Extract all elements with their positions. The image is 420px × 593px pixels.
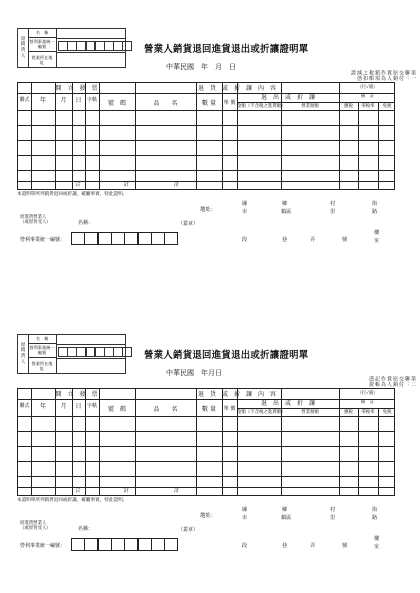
buyer-id-field[interactable]	[71, 538, 178, 551]
buyer-id-field[interactable]	[71, 232, 178, 245]
col-quantity: 數 量	[202, 406, 216, 413]
seller-id-field[interactable]	[57, 38, 125, 53]
returns-table	[17, 388, 395, 496]
col-zero-rate: 零稅率	[361, 410, 375, 415]
buyer-name-field[interactable]: 名稱：	[78, 220, 94, 226]
addr-road: 路	[372, 515, 378, 521]
col-returns: 退 出 或 折 讓	[260, 94, 315, 101]
addr-neighborhood: 里	[330, 209, 336, 215]
col-tax: 營業稅額	[301, 410, 319, 415]
col-letter: 字軌	[86, 97, 97, 103]
addr-village: 村	[330, 507, 336, 513]
col-taxable: 應稅	[344, 410, 353, 415]
col-exempt: 免稅	[382, 104, 392, 109]
addr-section: 段	[242, 543, 248, 549]
addr-township: 鄉	[282, 201, 288, 207]
col-unit-price: 單 價	[223, 406, 236, 412]
addr-road: 路	[372, 209, 378, 215]
check-header: （打✓處）	[357, 85, 378, 90]
col-invoice-type: 聯式	[19, 97, 30, 103]
form-title: 營業人銷貨退回進貨退出或折讓證明單	[144, 350, 309, 361]
col-zero-rate: 零稅率	[361, 104, 375, 109]
buyer-label: 原進貨營業人 （或原買受人）	[20, 521, 51, 532]
returns-header: 退 貨 或 折 讓 內 容	[197, 391, 276, 398]
seller-address-label: 營業所在地 址	[31, 360, 57, 371]
col-quantity: 數 量	[202, 100, 216, 107]
col-year: 年	[39, 97, 46, 104]
addr-alley: 弄	[310, 543, 316, 549]
col-day: 日	[75, 97, 82, 104]
copy-purpose-note: 第二聯：交付原銷貨人作為記帳憑證	[368, 376, 416, 387]
col-day: 日	[75, 403, 82, 410]
col-number: 號 碼	[107, 406, 126, 413]
addr-township: 鄉	[282, 507, 288, 513]
buyer-id-label: 營利事業統一編號：	[20, 543, 66, 549]
addr-floor: 樓	[374, 536, 380, 542]
addr-county: 縣	[242, 507, 248, 513]
addr-city: 市	[242, 515, 248, 521]
form-date: 中華民國 年月日	[166, 369, 222, 377]
seller-vertical-label: 原 銷 貨 人	[18, 29, 29, 67]
col-item: 品 名	[153, 406, 178, 413]
total-label: 合 計	[75, 182, 129, 188]
addr-alley: 弄	[310, 237, 316, 243]
col-amount: 金額（不含稅之進貨額）	[237, 104, 286, 109]
certification-notice: 本證明單所列銷貨退回或折讓，確屬事實，特此證明。	[17, 498, 128, 503]
addr-room: 室	[374, 238, 380, 244]
buyer-label: 原進貨營業人 （或原買受人）	[20, 215, 51, 226]
seller-address-field[interactable]	[57, 358, 125, 375]
col-item: 品 名	[153, 100, 178, 107]
seller-id-field[interactable]	[57, 344, 125, 359]
addr-district: 鎮區	[281, 209, 292, 215]
seller-address-label: 營業所在地 址	[31, 54, 57, 65]
addr-village: 村	[330, 201, 336, 207]
addr-neighborhood: 里	[330, 515, 336, 521]
addr-street: 街	[372, 201, 378, 207]
col-invoice-type: 聯式	[19, 403, 30, 409]
addr-county: 縣	[242, 201, 248, 207]
seller-address-field[interactable]	[57, 52, 125, 69]
col-year: 年	[39, 403, 46, 410]
seller-vertical-label: 原 銷 貨 人	[18, 335, 29, 373]
col-unit-price: 單 價	[223, 100, 236, 106]
col-amount: 金額（不含稅之進貨額）	[237, 410, 286, 415]
col-taxable: 應稅	[344, 104, 353, 109]
buyer-address-label: 地址：	[200, 207, 217, 213]
check-header: （打✓處）	[357, 391, 378, 396]
addr-section: 段	[242, 237, 248, 243]
invoice-header: 開 立 發 票	[55, 391, 98, 398]
returns-table	[17, 82, 395, 190]
col-tax: 營業稅額	[301, 104, 319, 109]
col-month: 月	[60, 403, 67, 410]
seal-label: （蓋章）	[178, 221, 199, 227]
form-date: 中華民國 年 月 日	[166, 63, 236, 71]
total-label: 合 計	[75, 488, 129, 494]
remarks-header: 備 註	[360, 400, 375, 405]
seller-info-block	[17, 28, 126, 68]
addr-lane: 巷	[282, 237, 288, 243]
buyer-address-label: 地址：	[200, 513, 217, 519]
addr-lane: 巷	[282, 543, 288, 549]
col-exempt: 免稅	[382, 410, 392, 415]
col-month: 月	[60, 97, 67, 104]
total-amount: 計	[174, 182, 180, 188]
addr-street: 街	[372, 507, 378, 513]
seller-info-block	[17, 334, 126, 374]
form-title: 營業人銷貨退回進貨退出或折讓證明單	[144, 44, 309, 55]
addr-city: 市	[242, 209, 248, 215]
seller-name-label: 名 稱	[28, 335, 56, 344]
seller-name-label: 名 稱	[28, 29, 56, 38]
col-returns: 退 出 或 折 讓	[260, 400, 315, 407]
buyer-name-field[interactable]: 名稱：	[78, 526, 94, 532]
col-number: 號 碼	[107, 100, 126, 107]
total-amount: 計	[174, 488, 180, 494]
copy-purpose-note: 第一聯：交付原銷貨人作為銷項稅額之扣減憑證	[350, 70, 416, 81]
returns-header: 退 貨 或 折 讓 內 容	[197, 85, 276, 92]
certification-notice: 本證明單所列銷貨退回或折讓，確屬事實，特此證明。	[17, 192, 128, 197]
remarks-header: 備 註	[360, 94, 375, 99]
addr-district: 鎮區	[281, 515, 292, 521]
col-letter: 字軌	[86, 403, 97, 409]
seller-id-label: 營利事業統一編號	[28, 344, 56, 358]
addr-floor: 樓	[374, 230, 380, 236]
addr-room: 室	[374, 544, 380, 550]
addr-number: 號	[342, 543, 348, 549]
invoice-header: 開 立 發 票	[55, 85, 98, 92]
buyer-id-label: 營利事業統一編號：	[20, 237, 66, 243]
addr-number: 號	[342, 237, 348, 243]
seal-label: （蓋章）	[178, 527, 199, 533]
seller-id-label: 營利事業統一編號	[28, 38, 56, 52]
